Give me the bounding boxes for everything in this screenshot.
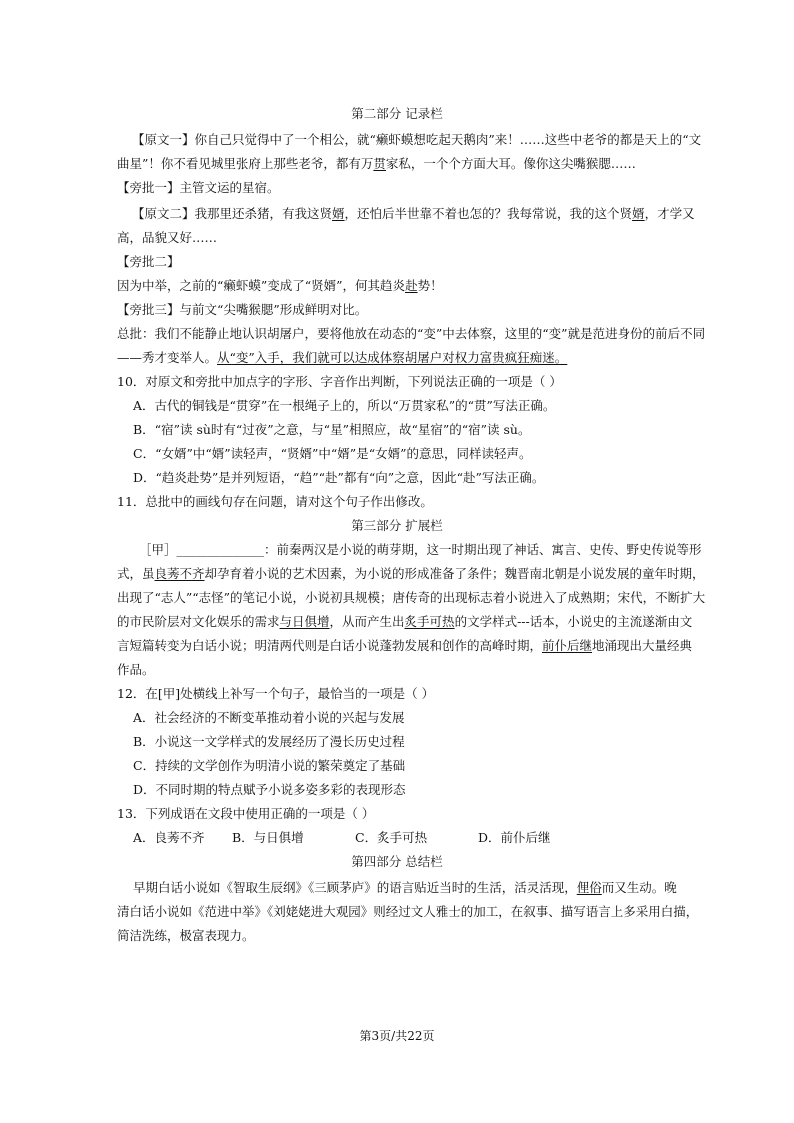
summary-line2 [117,348,567,368]
idiom-yu-ri-ju-zeng: 与日俱增 [279,614,330,629]
question-12-option-a: A．社会经济的不断变革推动着小说的兴起与发展 [133,710,405,725]
section3-title: 第三部分 扩展栏 [351,518,443,533]
side-note-2-part-c: 势！ [417,278,443,293]
word-li-su: 俚俗 [576,880,602,895]
side-note-2-text [117,276,443,296]
s3-line4-part-c: ，从而产生出 [329,614,405,629]
page-number-footer: 第3页/共22页 [359,1029,435,1043]
summary-underlined-sentence: 从“变”入手，我们就可以达成体察胡屠户对权力富贵疯狂痴迷。 [217,350,568,365]
section3-para-line2 [117,564,705,584]
orig2-word-xu-2: 婿 [632,206,645,221]
summary-line2-part-a: ——秀才变举人。 [117,350,218,365]
section3-para-line3: 出现了“志人”“志怪”的笔记小说，小说初具规模；唐传奇的出现标志着小说进入了成熟期；宋代，不断扩大 [117,590,706,605]
s3-line4-part-a: 的市民阶层对文化娱乐的需求 [117,614,280,629]
side-note-2-word-fu: 赴 [405,278,418,293]
original-text-2-line2: 高，品貌又好…… [117,230,218,245]
section3-para-line6: 作品。 [117,662,155,677]
question-12-stem: 12．在[甲]处横线上补写一个句子，最恰当的一项是（ ） [117,686,435,701]
section4-para-line2: 清白话小说如《范进中举》《刘姥姥进大观园》则经过文人雅士的加工，在叙事、描写语言上多采用白描， [117,904,699,919]
section3-para-line4 [117,612,692,632]
side-note-3: 【旁批三】与前文“尖嘴猴腮”形成鲜明对比。 [117,302,368,317]
idiom-liang-you-bu-qi: 良莠不齐 [154,566,205,581]
question-10-option-a: A．古代的铜钱是“贯穿”在一根绳子上的，所以“万贯家私”的“贯”写法正确。 [133,398,556,413]
question-13-option-c: C．炙手可热 [355,830,428,845]
s3-line5-part-c: 地涌现出大量经典 [592,638,693,653]
side-note-2-label: 【旁批二】 [117,254,180,269]
s3-line5-part-a: 言短篇转变为白话小说；明清两代则是白话小说蓬勃发展和创作的高峰时期， [117,638,543,653]
question-10-option-d: D．“趋炎赴势”是并列短语，“趋”“赴”都有“向”之意，因此“赴”写法正确。 [133,470,545,485]
question-12-option-d: D．不同时期的特点赋予小说多姿多彩的表现形态 [133,782,406,797]
side-note-1: 【旁批一】主管文运的星宿。 [117,180,280,195]
s3-line4-part-e: 的文学样式---话本，小说史的主流遂渐由文 [454,614,693,629]
question-13-option-d: D．前仆后继 [478,830,551,845]
orig1-line2-part-a: 曲星”！你不看见城里张府上那些老爷，都有万 [117,156,374,171]
orig1-line2-part-c: 家私，一个个方面大耳。像你这尖嘴猴腮…… [385,156,636,171]
s3-line2-part-c: 却孕育着小说的艺术因素，为小说的形成准备了条件；魏晋南北朝是小说发展的童年时期， [204,566,705,581]
question-13-option-a: A．良莠不齐 [133,830,205,845]
s3-line2-part-a: 式，虽 [117,566,155,581]
original-text-1-line1: 【原文一】你自己只觉得中了一个相公，就“癞虾蟆想吃起天鹅肉”来！……这些中老爷的都是天上的“文 [132,132,702,147]
question-13-stem: 13．下列成语在文段中使用正确的一项是（ ） [117,806,375,821]
question-11-stem: 11．总批中的画线句存在问题，请对这个句子作出修改。 [117,494,433,509]
question-13-option-b: B．与日俱增 [232,830,304,845]
orig2-line1-part-a: 【原文二】我那里还杀猪，有我这贤 [132,206,333,221]
section4-para-line1 [133,878,677,898]
question-10-option-b: B．“宿”读 sù时有“过夜”之意，与“星”相照应，故“星宿”的“宿”读 sù。 [133,422,531,437]
section2-title: 第二部分 记录栏 [351,106,443,121]
question-12-option-b: B．小说这一文学样式的发展经历了漫长历史过程 [133,734,405,749]
section3-para-line5 [117,636,692,656]
orig2-line1-part-c: ，还怕后半世靠不着也怎的？我每常说，我的这个贤 [344,206,633,221]
question-10-stem: 10．对原文和旁批中加点字的字形、字音作出判断，下列说法正确的一项是（ ） [117,374,562,389]
section4-title: 第四部分 总结栏 [351,854,443,869]
orig2-line1-part-e: ，才学又 [644,206,695,221]
section3-para-line1: ［甲］______________：前秦两汉是小说的萌芽期，这一时期出现了神话、寓言、史传、野史传说等形 [139,542,702,557]
s4-line1-part-a: 早期白话小说如《智取生辰纲》《三顾茅庐》的语言贴近当时的生活，活灵活现， [133,880,577,895]
s4-line1-part-c: 而又生动。晚 [601,880,677,895]
question-12-option-c: C．持续的文学创作为明清小说的繁荣奠定了基础 [133,758,406,773]
idiom-zhi-shou-ke-re: 炙手可热 [404,614,455,629]
section4-para-line3: 简洁洗练，极富表现力。 [117,928,255,943]
orig2-word-xu-1: 婿 [332,206,345,221]
summary-line1: 总批：我们不能静止地认识胡屠户，要将他放在动态的“变”中去体察，这里的“变”就是范进身份的前后不同 [117,326,706,341]
side-note-2-part-a: 因为中举，之前的“癞虾蟆”变成了“贤婿”，何其趋炎 [117,278,406,293]
orig1-word-guan: 贯 [373,156,386,171]
original-text-1-line2 [117,154,636,174]
question-10-option-c: C．“女婿”中“婿”读轻声，“贤婿”中“婿”是“女婿”的意思，同样读轻声。 [133,446,532,461]
idiom-qian-pu-hou-ji: 前仆后继 [542,638,593,653]
original-text-2-line1 [132,204,695,224]
